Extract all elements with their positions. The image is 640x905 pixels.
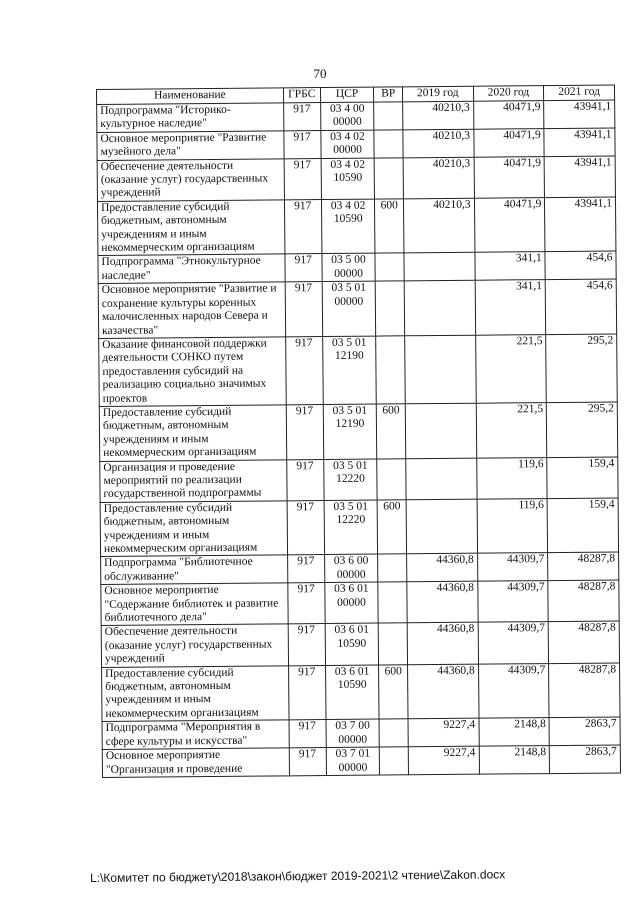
cell-grbs: 917 <box>289 748 326 776</box>
cell-vr <box>378 582 407 623</box>
cell-name: Предоставление субсидий бюджетным, автономным учреждениям и иным некоммерческим организациям <box>99 405 286 461</box>
cell-2019: 40210,3 <box>403 101 474 129</box>
table-row <box>97 197 615 256</box>
table-row <box>97 128 615 160</box>
cell-name: Предоставление субсидий бюджетным, автономным учреждениям и иным некоммерческим организациям <box>100 501 287 557</box>
table-row <box>100 457 618 503</box>
cell-csr: 03 7 00 00000 <box>326 719 380 747</box>
budget-table <box>96 84 621 777</box>
cell-csr: 03 5 01 00000 <box>322 281 376 336</box>
cell-grbs: 917 <box>283 103 320 131</box>
cell-grbs: 917 <box>286 404 323 459</box>
cell-vr <box>379 719 408 747</box>
cell-2021: 295,2 <box>546 334 617 403</box>
table-row <box>101 580 619 626</box>
header-grbs: ГРБС <box>283 88 320 103</box>
table-row <box>101 621 619 667</box>
cell-2021: 48287,8 <box>548 580 619 622</box>
cell-2021: 159,4 <box>547 498 618 553</box>
cell-2020: 341,1 <box>475 252 546 280</box>
cell-csr: 03 4 00 00000 <box>320 102 374 130</box>
table-row <box>102 745 620 777</box>
table-row <box>102 663 620 722</box>
table-row <box>102 717 620 749</box>
cell-csr: 03 6 01 10590 <box>325 665 379 720</box>
cell-name: Предоставление субсидий бюджетным, автономным учреждениям и иным некоммерческим организациям <box>97 200 284 256</box>
cell-vr <box>377 458 406 499</box>
cell-vr: 600 <box>377 404 406 459</box>
cell-vr <box>375 253 404 281</box>
cell-2019: 44360,8 <box>407 623 478 665</box>
cell-2021: 295,2 <box>547 402 618 457</box>
cell-name: Обеспечение деятельности (оказание услуг) государственных учреждений <box>97 158 284 201</box>
cell-2019: 40210,3 <box>403 129 474 157</box>
table-row <box>99 334 618 407</box>
cell-2020: 44309,7 <box>477 553 548 581</box>
cell-2021: 2863,7 <box>550 745 621 773</box>
cell-2020: 221,5 <box>475 334 546 403</box>
cell-name: Основное мероприятие "Содержание библиотек и развитие библиотечного дела" <box>101 583 288 626</box>
cell-vr: 600 <box>375 199 404 254</box>
cell-csr: 03 4 02 10590 <box>321 199 375 254</box>
header-2020: 2020 год <box>473 86 544 102</box>
cell-2019 <box>404 280 475 335</box>
page-number: 70 <box>313 66 327 81</box>
cell-2020: 119,6 <box>477 498 548 553</box>
cell-2019: 9227,4 <box>408 746 479 774</box>
table-row <box>99 402 617 461</box>
cell-2021: 43941,1 <box>544 128 615 156</box>
cell-grbs: 917 <box>285 254 322 282</box>
cell-grbs: 917 <box>288 665 325 720</box>
cell-name: Подпрограмма "Мероприятия в сфере культуры и искусства" <box>102 720 289 749</box>
cell-grbs: 917 <box>285 282 322 337</box>
cell-csr: 03 4 02 00000 <box>321 130 375 158</box>
cell-2020: 2148,8 <box>479 746 550 774</box>
cell-2021: 43941,1 <box>544 156 615 198</box>
cell-csr: 03 5 01 12220 <box>324 500 378 555</box>
table-row <box>98 279 616 338</box>
cell-grbs: 917 <box>287 555 324 583</box>
cell-vr <box>374 102 403 130</box>
cell-2020: 119,6 <box>476 457 547 499</box>
cell-2021: 43941,1 <box>544 100 615 128</box>
cell-vr <box>376 336 405 404</box>
cell-grbs: 917 <box>288 583 325 625</box>
cell-vr <box>375 157 404 198</box>
cell-2020: 40471,9 <box>474 197 545 252</box>
cell-vr <box>379 623 408 664</box>
cell-vr <box>376 281 405 336</box>
cell-2019: 44360,8 <box>406 554 477 582</box>
cell-name: Основное мероприятие "Развитие музейного дела" <box>97 131 284 160</box>
cell-grbs: 917 <box>284 199 321 254</box>
cell-2019: 9227,4 <box>408 718 479 746</box>
cell-2021: 43941,1 <box>545 197 616 252</box>
cell-csr: 03 6 01 10590 <box>325 623 379 665</box>
cell-2021: 454,6 <box>545 251 616 279</box>
header-2019: 2019 год <box>402 86 473 102</box>
cell-name: Организация и проведение мероприятий по реализации государственной подпрограммы <box>100 459 287 502</box>
header-2021: 2021 год <box>544 85 615 101</box>
cell-2021: 159,4 <box>547 457 618 499</box>
cell-2020: 341,1 <box>475 280 546 335</box>
cell-2020: 44309,7 <box>478 622 549 664</box>
cell-name: Предоставление субсидий бюджетным, автономным учреждениям и иным некоммерческим организациям <box>102 666 289 722</box>
cell-2019 <box>406 458 477 500</box>
cell-2019: 44360,8 <box>407 664 478 719</box>
cell-grbs: 917 <box>289 720 326 748</box>
cell-grbs: 917 <box>285 336 323 404</box>
cell-csr: 03 6 01 00000 <box>324 582 378 624</box>
cell-name: Подпрограмма "Историко-культурное наследие" <box>97 103 284 132</box>
cell-name: Основное мероприятие "Развитие и сохранение культуры коренных малочисленных народов Севера и казачества" <box>98 282 285 338</box>
table-row <box>98 251 616 283</box>
cell-2020: 44309,7 <box>478 663 549 718</box>
cell-2019 <box>404 253 475 281</box>
cell-2021: 48287,8 <box>548 552 619 580</box>
cell-csr: 03 4 02 10590 <box>321 158 375 200</box>
cell-2020: 2148,8 <box>479 718 550 746</box>
cell-2019 <box>406 499 477 554</box>
cell-vr <box>378 554 407 582</box>
cell-csr: 03 5 01 12220 <box>323 459 377 501</box>
header-vr: ВР <box>374 87 403 102</box>
cell-2020: 40471,9 <box>473 128 544 156</box>
cell-csr: 03 6 00 00000 <box>324 554 378 582</box>
cell-2020: 40471,9 <box>473 101 544 129</box>
cell-2021: 48287,8 <box>548 621 619 663</box>
cell-name: Основное мероприятие "Организация и проведение <box>102 748 289 777</box>
cell-2019: 40210,3 <box>403 198 474 253</box>
cell-grbs: 917 <box>288 624 325 666</box>
cell-2019 <box>405 403 476 458</box>
cell-2019 <box>405 335 476 404</box>
table-row <box>100 498 618 557</box>
cell-csr: 03 7 01 00000 <box>326 747 380 775</box>
header-name: Наименование <box>97 88 284 105</box>
file-path-footer: L:\Комитет по бюджету\2018\закон\бюджет 2019-2021\2 чтение\Zakon.docx <box>90 867 506 885</box>
cell-csr: 03 5 00 00000 <box>322 254 376 282</box>
cell-2020: 40471,9 <box>474 156 545 198</box>
table-row <box>101 552 619 584</box>
cell-2020: 44309,7 <box>477 581 548 623</box>
table-row <box>97 100 615 132</box>
cell-2021: 48287,8 <box>549 663 620 718</box>
cell-vr <box>380 747 409 775</box>
cell-csr: 03 5 01 12190 <box>323 404 377 459</box>
cell-vr: 600 <box>379 664 408 719</box>
cell-grbs: 917 <box>286 459 323 501</box>
cell-csr: 03 5 01 12190 <box>322 336 376 404</box>
table-row <box>97 156 615 202</box>
cell-grbs: 917 <box>284 130 321 158</box>
cell-2019: 44360,8 <box>407 581 478 623</box>
cell-2021: 2863,7 <box>549 717 620 745</box>
budget-table-wrapper <box>96 84 621 777</box>
cell-2021: 454,6 <box>545 279 616 334</box>
cell-grbs: 917 <box>284 158 321 200</box>
cell-2019: 40210,3 <box>403 157 474 199</box>
cell-name: Обеспечение деятельности (оказание услуг) государственных учреждений <box>101 624 288 667</box>
header-csr: ЦСР <box>320 87 374 102</box>
cell-name: Подпрограмма "Библиотечное обслуживание" <box>101 555 288 584</box>
cell-name: Оказание финансовой поддержки деятельности СОНКО путем предоставления субсидий на реализацию социально значимых проектов <box>99 337 286 407</box>
cell-2020: 221,5 <box>476 403 547 458</box>
cell-name: Подпрограмма "Этнокультурное наследие" <box>98 254 285 283</box>
cell-vr: 600 <box>378 500 407 555</box>
cell-vr <box>374 130 403 158</box>
cell-grbs: 917 <box>287 500 324 555</box>
